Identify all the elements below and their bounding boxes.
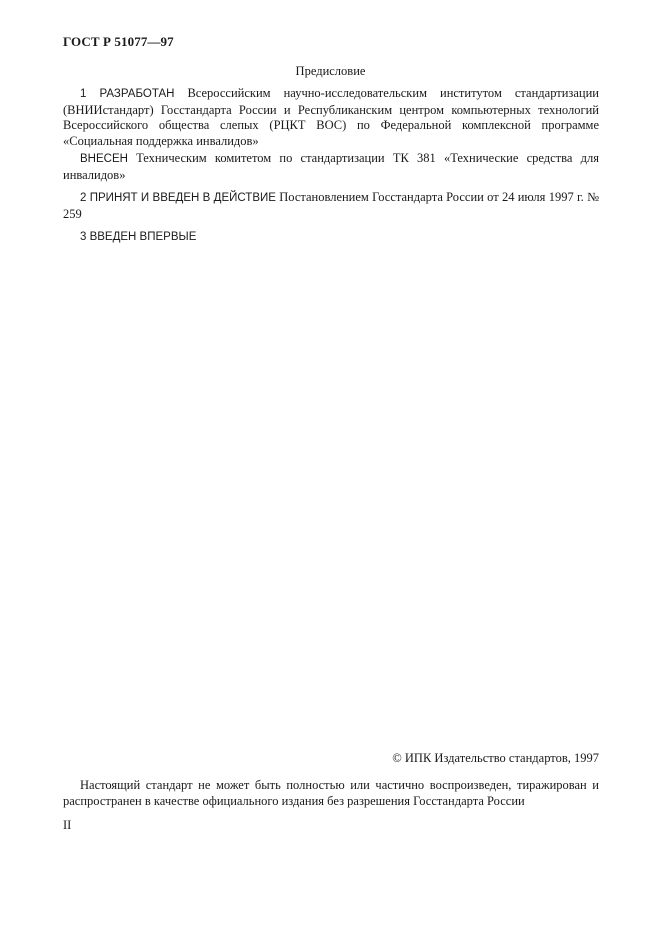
foreword-item-first-introduced bbox=[63, 229, 599, 246]
foreword-title-text: Предисловие bbox=[295, 64, 366, 78]
reproduction-notice: Настоящий стандарт не может быть полностью или частично воспроизведен, тиражирован и распространен в качестве официального издания без разрешения Госстандарта России bbox=[63, 778, 599, 808]
page-number: II bbox=[63, 818, 72, 832]
foreword-item-developed bbox=[63, 86, 599, 149]
foreword-item-adopted bbox=[63, 190, 599, 222]
item-lead: 2 ПРИНЯТ И ВВЕДЕН В ДЕЙСТВИЕ bbox=[80, 192, 276, 204]
item-lead: ВНЕСЕН bbox=[80, 153, 128, 165]
item-text: Техническим комитетом по стандартизации ТК 381 «Технические средства для инвалидов» bbox=[63, 151, 599, 182]
item-text: Всероссийским научно-исследовательским институтом стандартизации (ВНИИстандарт) Госстандарта России и Республиканским центром компьютерных технологий Всероссийского общества слепых (РЦКТ ВОС) по Федеральной комплексной программе «Социальная поддержка инвалидов» bbox=[63, 86, 599, 148]
copyright-line: © ИПК Издательство стандартов, 1997 bbox=[392, 751, 599, 765]
item-lead: 1 РАЗРАБОТАН bbox=[80, 88, 175, 100]
document-code: ГОСТ Р 51077—97 bbox=[63, 34, 174, 49]
item-text: Постановлением Госстандарта России от 24 июля 1997 г. № 259 bbox=[63, 190, 600, 221]
foreword-title bbox=[0, 64, 661, 79]
foreword-item-introduced bbox=[63, 151, 599, 183]
item-lead: 3 ВВЕДЕН ВПЕРВЫЕ bbox=[80, 231, 197, 243]
